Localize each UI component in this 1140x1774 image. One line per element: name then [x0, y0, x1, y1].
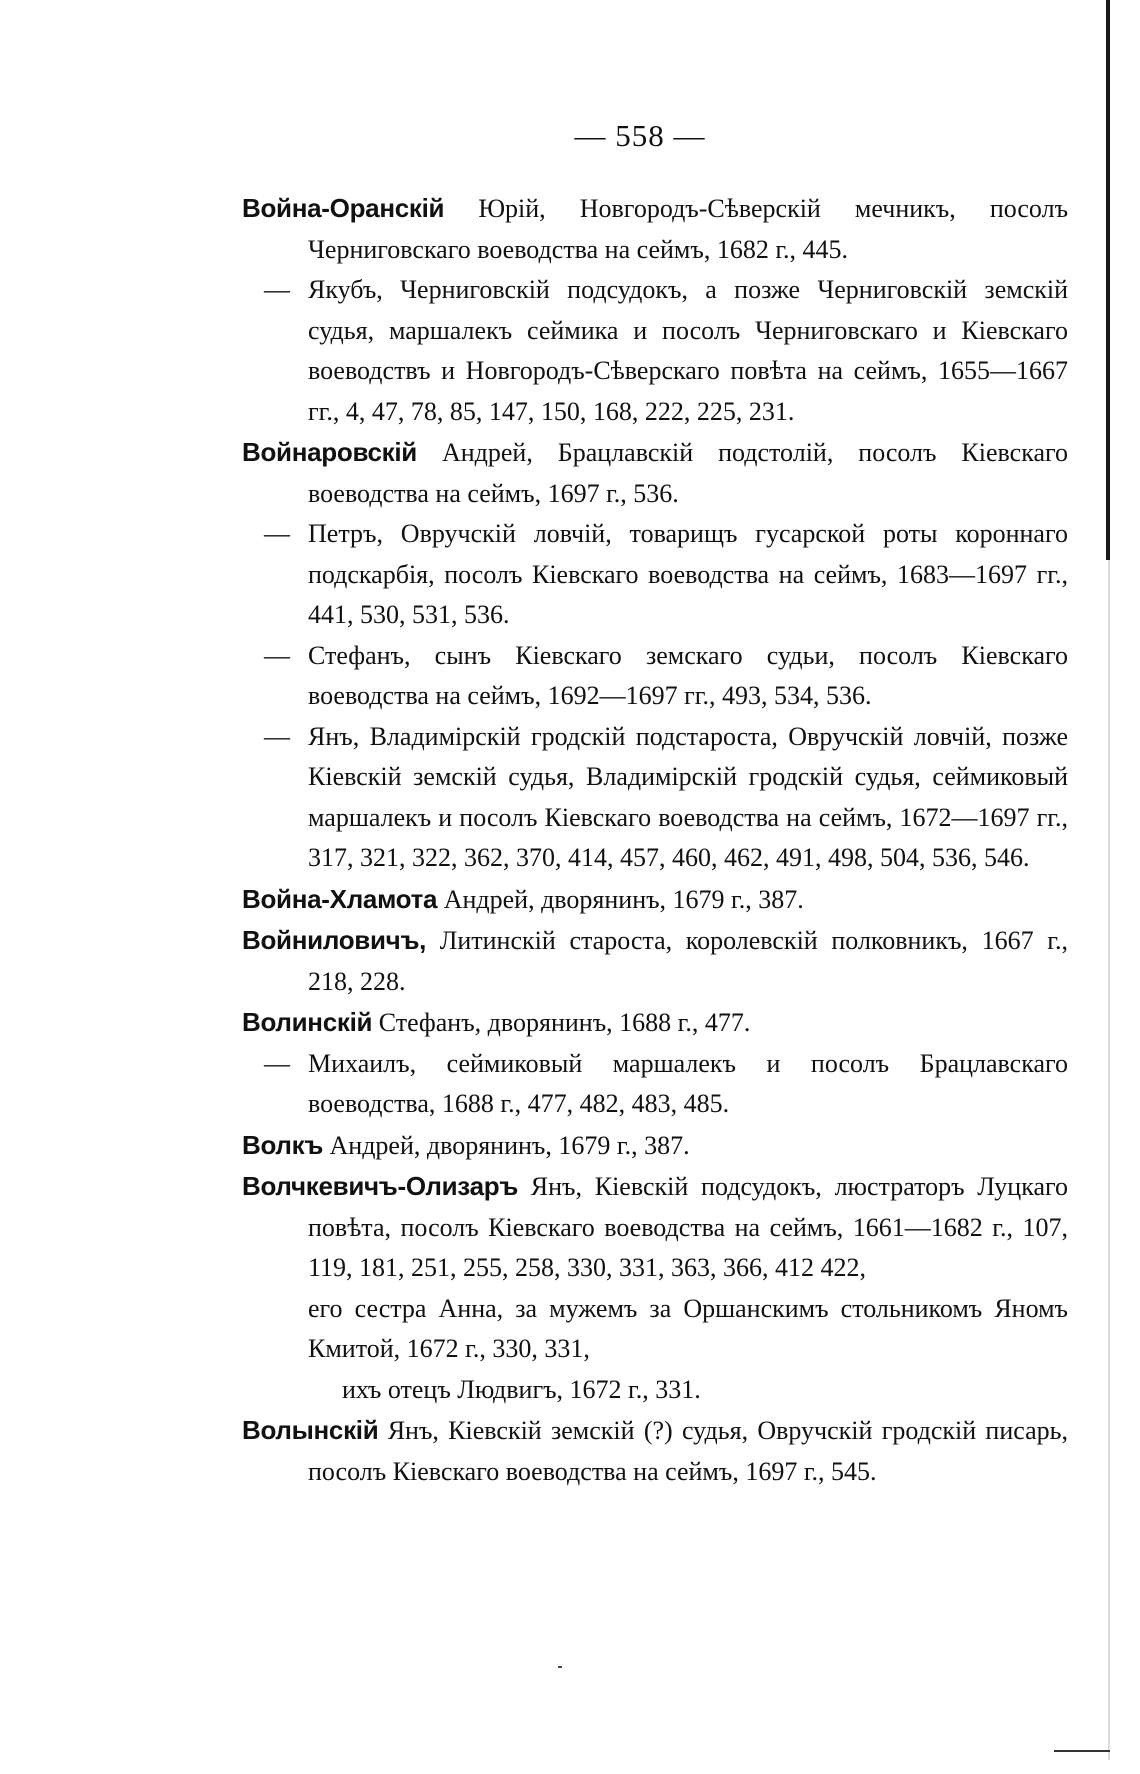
entry-text: Стефанъ, сынъ Кіевскаго земскаго судьи, посолъ Кіевскаго воеводства на сеймъ, 1692—1697 гг., 493, 534, 536. [308, 640, 1068, 710]
page-edge-shadow [1108, 560, 1110, 1760]
corner-mark [1054, 1750, 1110, 1752]
entry-text: Андрей, дворянинъ, 1679 г., 387. [329, 1130, 690, 1160]
index-entry [242, 1410, 1068, 1492]
entry-surname: Войнаровскій [242, 437, 417, 467]
entry-text: Андрей, Брацлавскій подстолій, посолъ Кіевскаго воеводства на сеймъ, 1697 г., 536. [308, 438, 1069, 508]
index-note: его сестра Анна, за мужемъ за Оршанскимъ стольникомъ Яномъ Кмитой, 1672 г., 330, 331, [308, 1293, 1068, 1363]
entry-surname: Войниловичъ, [242, 925, 427, 955]
entry-dash: — [264, 275, 290, 304]
entry-surname: Война-Хламота [242, 883, 438, 914]
index-entry [242, 1166, 1068, 1289]
entry-surname: Волынскій [242, 1415, 379, 1445]
entry-text: Юрій, Новгородъ-Сѣверскій мечникъ, посолъ Черниговскаго воеводства на сеймъ, 1682 г., 445. [308, 194, 1069, 264]
entry-surname: Война-Оранскій [242, 193, 445, 223]
index-entry [242, 920, 1068, 1002]
entry-text: Литинскій староста, королевскій полковникъ, 1667 г., 218, 228. [308, 926, 1069, 996]
entry-text: Янъ, Кіевскій подсудокъ, люстраторъ Луцкаго повѣта, посолъ Кіевскаго воеводства на сеймъ, 1661—1682 г., 107, 119, 181, 251, 255, 258, 330, 331, 363, 366, 412 422, [308, 1172, 1068, 1282]
entry-text: Стефанъ, дворянинъ, 1688 г., 477. [378, 1008, 751, 1037]
index-entry [242, 1002, 1068, 1044]
entry-surname: Волчкевичъ-Олизаръ [242, 1171, 518, 1201]
entry-text: Янъ, Владимірскій гродскій подстароста, Овручскій ловчій, позже Кіевскій земскій судья, Владимірскій гродскій судья, сеймиковый маршалекъ и посолъ Кіевскаго воеводства на сеймъ, 1672—1697 гг., 317, 321, 322, 362, 370, 414, 457, 460, 462, 491, 498, 504, 536, 546. [308, 721, 1068, 872]
index-subentry [242, 1044, 1068, 1125]
page-edge-rule [1106, 0, 1110, 560]
entry-text: Янъ, Кіевскій земскій (?) судья, Овручскій гродскій писарь, посолъ Кіевскаго воеводства на сеймъ, 1697 г., 545. [308, 1416, 1069, 1486]
entry-dash: — [264, 519, 290, 548]
entry-dash: — [264, 721, 290, 751]
entry-text: Петръ, Овручскій ловчій, товарищъ гусарской роты короннаго подскарбія, посолъ Кіевскаго воеводства на сеймъ, 1683—1697 гг., 441, 530, 531, 536. [308, 519, 1068, 629]
entry-dash: — [264, 640, 290, 670]
index-entry [242, 432, 1068, 514]
entry-text: Якубъ, Черниговскій подсудокъ, а позже Черниговскій земскій судья, маршалекъ сеймика и посолъ Черниговскаго и Кіевскаго воеводствъ и Новгородъ-Сѣверскаго повѣта на сеймъ, 1655—1667 гг., 4, 47, 78, 85, 147, 150, 168, 222, 225, 231. [308, 275, 1068, 426]
index-subentry [242, 270, 1068, 432]
index-entries [242, 188, 1068, 1492]
page-number: — 558 — [574, 118, 706, 153]
index-entry [242, 1125, 1068, 1167]
entry-surname: Волкъ [242, 1129, 323, 1160]
index-entry [242, 188, 1068, 270]
print-speck [558, 1666, 562, 1668]
entry-dash: — [264, 1048, 290, 1078]
index-subentry [242, 514, 1068, 636]
index-note: ихъ отецъ Людвигъ, 1672 г., 331. [342, 1374, 701, 1404]
index-subentry [242, 717, 1068, 879]
entry-surname: Волинскій [242, 1007, 373, 1037]
entry-text: Андрей, дворянинъ, 1679 г., 387. [443, 884, 804, 914]
entry-text: Михаилъ, сеймиковый маршалекъ и посолъ Брацлавскаго воеводства, 1688 г., 477, 482, 483, 485. [308, 1048, 1068, 1118]
index-subentry [242, 636, 1068, 717]
index-entry [242, 879, 1068, 921]
